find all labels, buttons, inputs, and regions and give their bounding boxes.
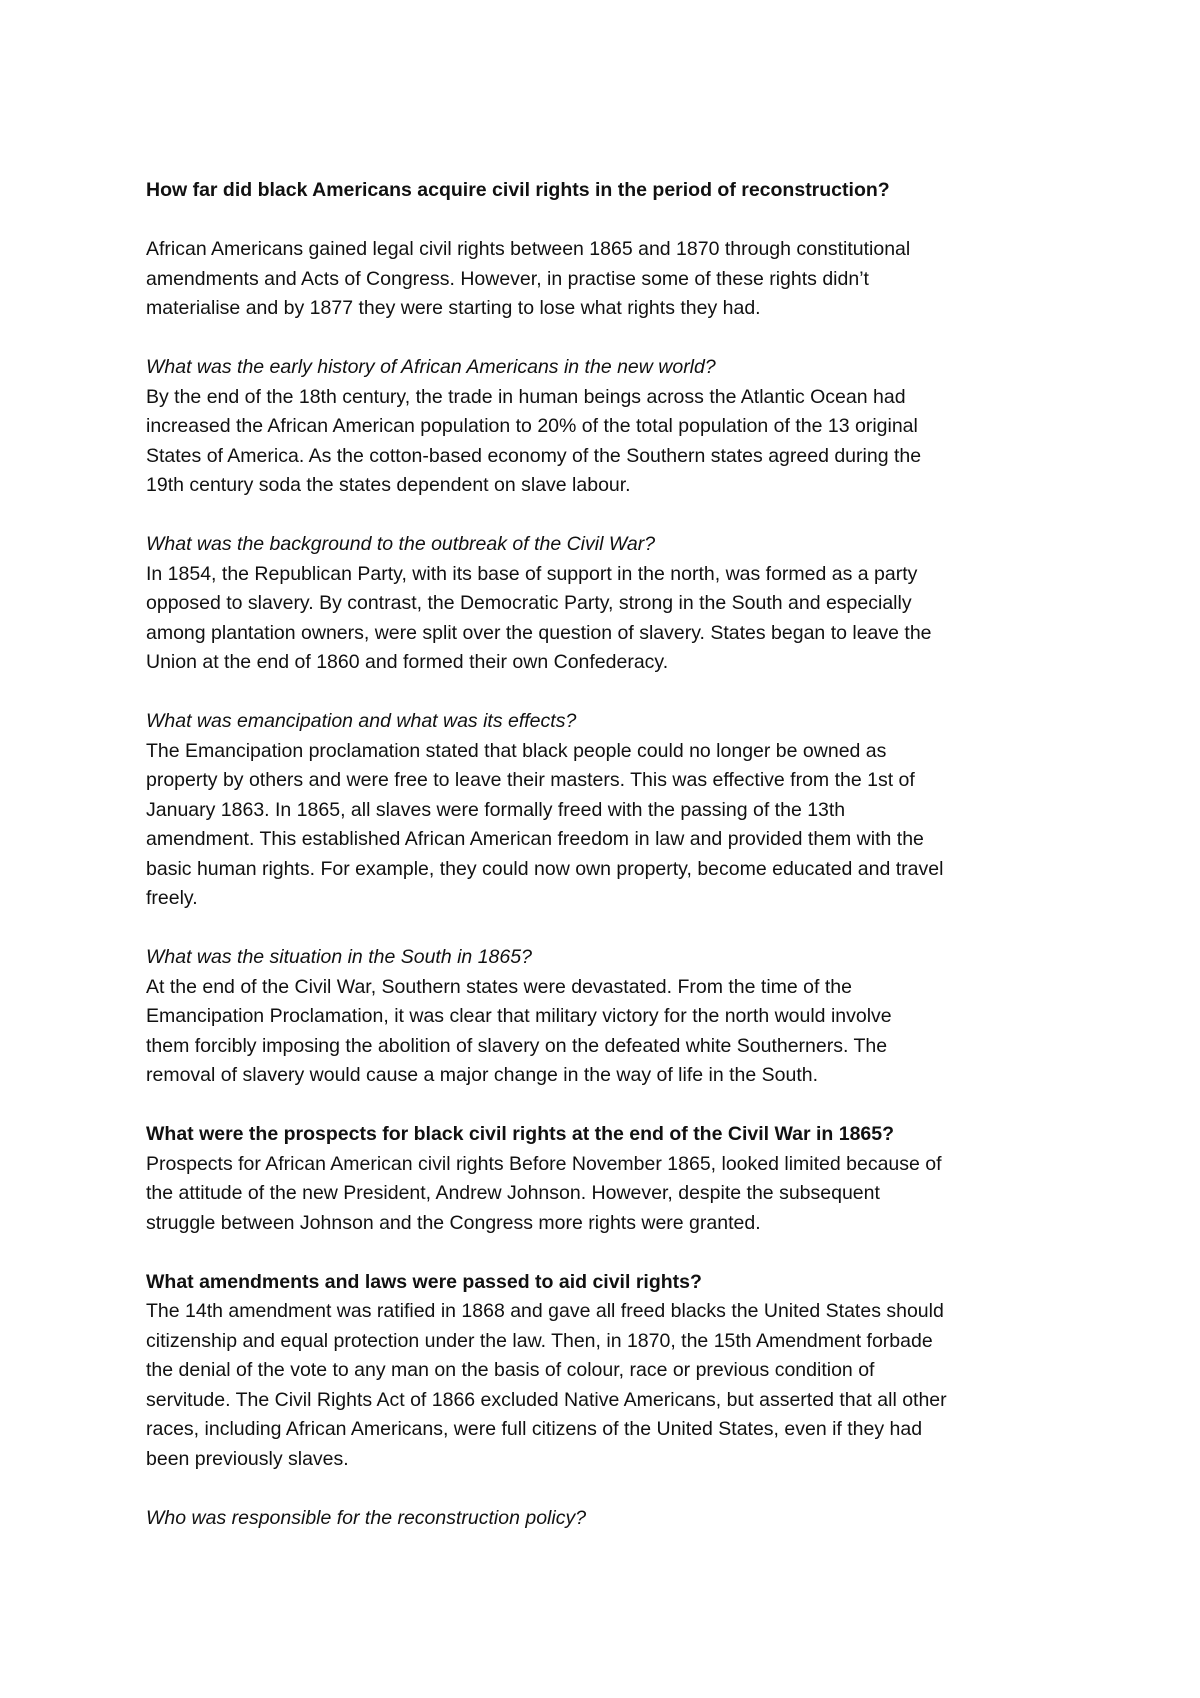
- section-amendments: [146, 1268, 1076, 1475]
- section-line: races, including African Americans, were full citizens of the United States, even if they had: [146, 1418, 923, 1440]
- section-line: At the end of the Civil War, Southern states were devastated. From the time of the: [146, 975, 852, 998]
- section-line: Prospects for African American civil rights Before November 1865, looked limited because of: [146, 1152, 942, 1175]
- spacer: [146, 1474, 1076, 1504]
- section-line: removal of slavery would cause a major change in the way of life in the South.: [146, 1064, 819, 1086]
- intro-line: amendments and Acts of Congress. However, in practise some of these rights didn’t: [146, 267, 869, 290]
- document-page: [146, 176, 1076, 1533]
- spacer: [146, 1238, 1076, 1268]
- section-line: struggle between Johnson and the Congress more rights were granted.: [146, 1211, 761, 1234]
- document-title: How far did black Americans acquire civil rights in the period of reconstruction?: [146, 179, 890, 201]
- section-reconstruction-policy: [146, 1504, 1076, 1534]
- section-line: By the end of the 18th century, the trade in human beings across the Atlantic Ocean had: [146, 385, 906, 408]
- section-civil-war-background: [146, 530, 1076, 678]
- intro-line: African Americans gained legal civil rights between 1865 and 1870 through constitutional: [146, 238, 911, 260]
- section-line: Emancipation Proclamation, it was clear that military victory for the north would involve: [146, 1005, 892, 1027]
- section-line: opposed to slavery. By contrast, the Democratic Party, strong in the South and especially: [146, 592, 912, 614]
- section-line: property by others and were free to leave their masters. This was effective from the 1st of: [146, 769, 915, 791]
- spacer: [146, 1091, 1076, 1121]
- section-line: the attitude of the new President, Andrew Johnson. However, despite the subsequent: [146, 1182, 880, 1204]
- section-line: servitude. The Civil Rights Act of 1866 excluded Native Americans, but asserted that all other: [146, 1388, 947, 1411]
- section-heading: What was the situation in the South in 1865?: [146, 946, 532, 968]
- section-line: citizenship and equal protection under the law. Then, in 1870, the 15th Amendment forbade: [146, 1329, 933, 1352]
- section-line: freely.: [146, 887, 198, 909]
- intro-line: materialise and by 1877 they were starting to lose what rights they had.: [146, 297, 761, 319]
- section-line: The Emancipation proclamation stated that black people could no longer be owned as: [146, 739, 887, 762]
- section-south-1865: [146, 943, 1076, 1091]
- intro-paragraph: [146, 235, 1076, 324]
- section-line: them forcibly imposing the abolition of slavery on the defeated white Southerners. The: [146, 1034, 888, 1057]
- section-early-history: [146, 353, 1076, 501]
- section-line: The 14th amendment was ratified in 1868 and gave all freed blacks the United States should: [146, 1300, 944, 1322]
- section-line: States of America. As the cotton-based economy of the Southern states agreed during the: [146, 444, 922, 467]
- section-line: Union at the end of 1860 and formed their own Confederacy.: [146, 651, 669, 673]
- section-line: been previously slaves.: [146, 1447, 349, 1470]
- section-heading: What was emancipation and what was its effects?: [146, 710, 577, 732]
- section-emancipation: [146, 707, 1076, 914]
- section-line: In 1854, the Republican Party, with its base of support in the north, was formed as a party: [146, 562, 918, 585]
- section-heading: What were the prospects for black civil rights at the end of the Civil War in 1865?: [146, 1123, 895, 1145]
- spacer: [146, 914, 1076, 944]
- section-line: basic human rights. For example, they could now own property, become educated and travel: [146, 857, 944, 880]
- spacer: [146, 501, 1076, 531]
- section-heading: Who was responsible for the reconstruction policy?: [146, 1506, 587, 1529]
- section-heading: What was the early history of African Americans in the new world?: [146, 356, 716, 378]
- section-line: 19th century soda the states dependent on slave labour.: [146, 474, 631, 496]
- section-prospects: [146, 1120, 1076, 1238]
- section-heading: What was the background to the outbreak of the Civil War?: [146, 533, 656, 555]
- spacer: [146, 678, 1076, 708]
- section-line: increased the African American population to 20% of the total population of the 13 original: [146, 415, 918, 437]
- spacer: [146, 324, 1076, 354]
- section-line: the denial of the vote to any man on the basis of colour, race or previous condition of: [146, 1359, 875, 1381]
- spacer: [146, 206, 1076, 236]
- section-heading: What amendments and laws were passed to aid civil rights?: [146, 1270, 702, 1293]
- section-line: among plantation owners, were split over the question of slavery. States began to leave the: [146, 621, 932, 644]
- section-line: amendment. This established African American freedom in law and provided them with the: [146, 828, 924, 850]
- section-line: January 1863. In 1865, all slaves were formally freed with the passing of the 13th: [146, 798, 846, 821]
